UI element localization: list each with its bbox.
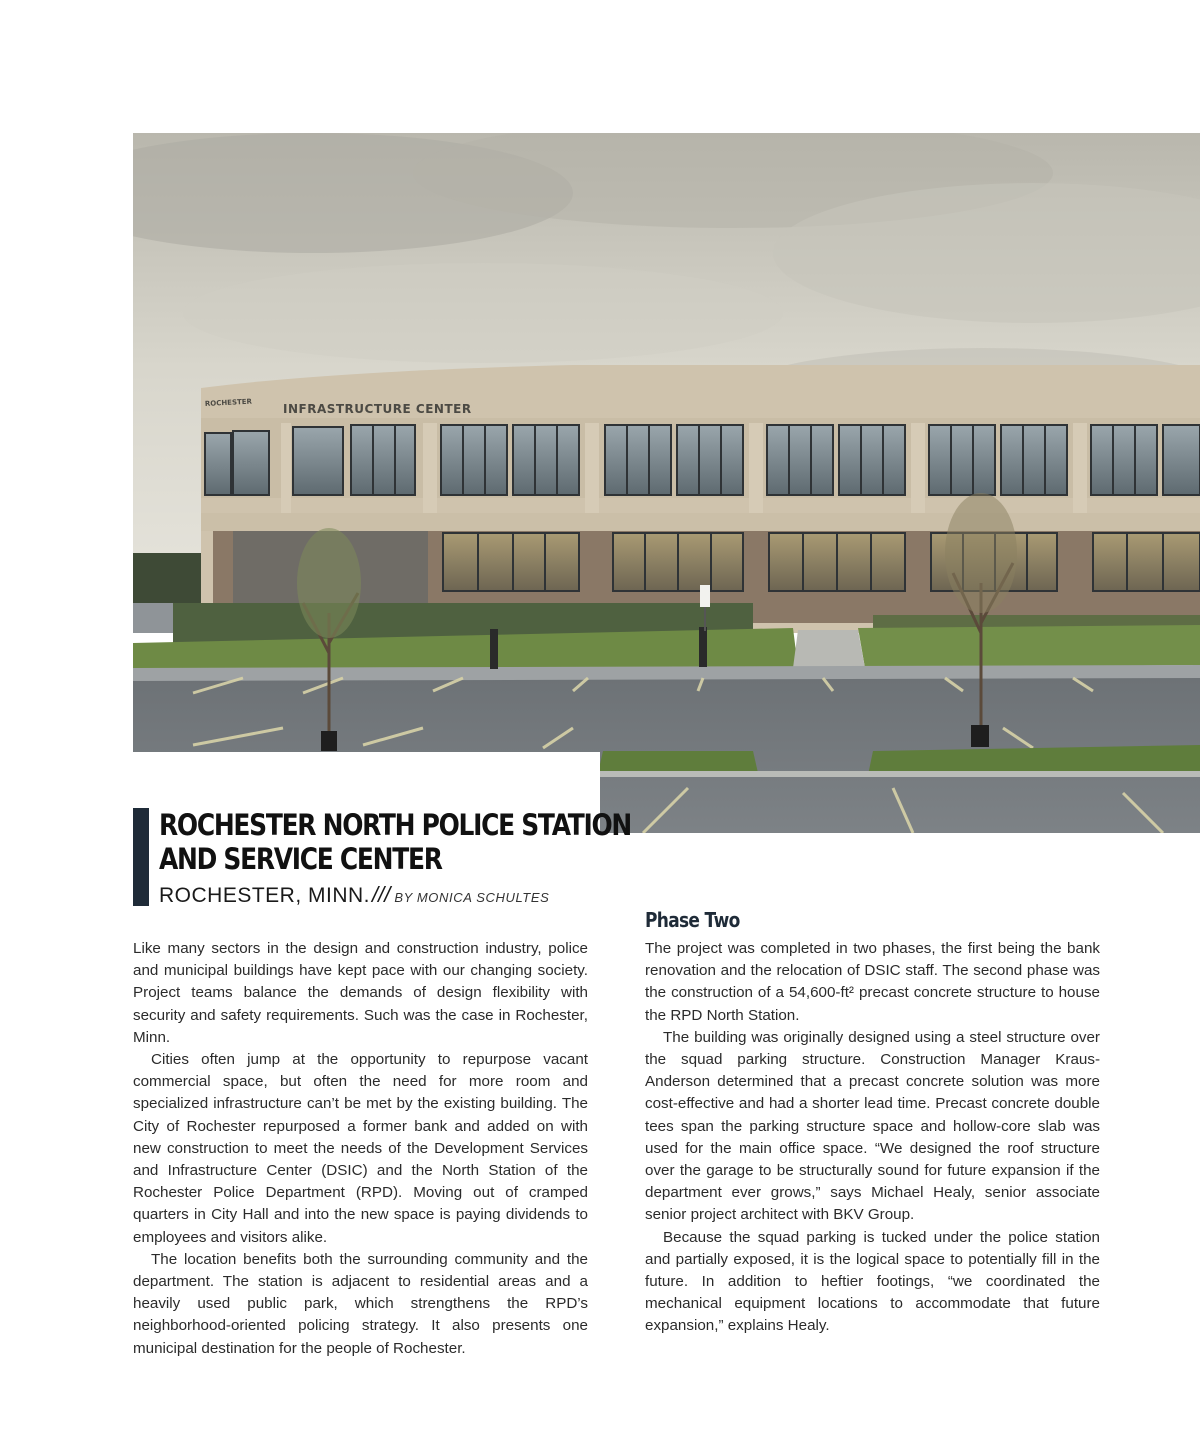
byline: BY MONICA SCHULTES: [394, 890, 550, 905]
dateline: [159, 882, 549, 908]
paragraph: Like many sectors in the design and construction industry, police and municipal buildings have kept pace with our changing society. Project teams balance the demands of design flexibility with security and safety requirements. Such was the case in Rochester, Minn.: [133, 940, 588, 1046]
section-heading: Phase Two: [645, 908, 740, 932]
title-accent-bar: [133, 808, 149, 906]
paragraph: Cities often jump at the opportunity to repurpose vacant commercial space, but often the need for more room and specialized infrastructure can’t be met by the existing building. The City of Rochester repurposed a former bank and added on with new construction to meet the needs of the Development Services and Infrastructure Center (DSIC) and the North Station of the Rochester Police Department (RPD). Moving out of cramped quarters in City Hall and into the new space is paying dividends to employees and visitors alike.: [133, 1051, 588, 1246]
svg-text:ROCHESTER: ROCHESTER: [204, 397, 253, 408]
separator: ///: [372, 882, 391, 907]
location: ROCHESTER, MINN.: [159, 884, 371, 907]
paragraph: The project was completed in two phases, the first being the bank renovation and the relocation of DSIC staff. The second phase was the construction of a 54,600-ft² precast concrete structure to house the RPD North Station.: [645, 940, 1100, 1024]
article-title: [159, 808, 631, 876]
title-line-2: AND SERVICE CENTER: [159, 842, 442, 876]
paragraph: The building was originally designed using a steel structure over the squad parking structure. Construction Manager Kraus-Anderson determined that a precast concrete solution was more cost-effective and had a shorter lead time. Precast concrete double tees span the parking structure space and hollow-core slab was used for the main office space. “We designed the roof structure over the garage to be structurally sound for future expansion if the department ever grows,” says Michael Healy, senior associate senior project architect with BKV Group.: [645, 1028, 1100, 1224]
left-column: [133, 938, 588, 1360]
paragraph: The location benefits both the surrounding community and the department. The station is adjacent to residential areas and a heavily used public park, which strengthens the RPD’s neighborhood-oriented policing strategy. It also presents one municipal destination for the people of Rochester.: [133, 1250, 588, 1357]
svg-text:INFRASTRUCTURE CENTER: INFRASTRUCTURE CENTER: [283, 402, 472, 416]
right-column: [645, 938, 1100, 1338]
title-line-1: ROCHESTER NORTH POLICE STATION: [159, 808, 631, 842]
building-photo: [133, 133, 1200, 833]
paragraph: Because the squad parking is tucked under the police station and partially exposed, it is the logical space to potentially fill in the future. In addition to heftier footings, “we coordinated the mechanical equipment locations to accommodate that future expansion,” explains Healy.: [645, 1228, 1100, 1335]
